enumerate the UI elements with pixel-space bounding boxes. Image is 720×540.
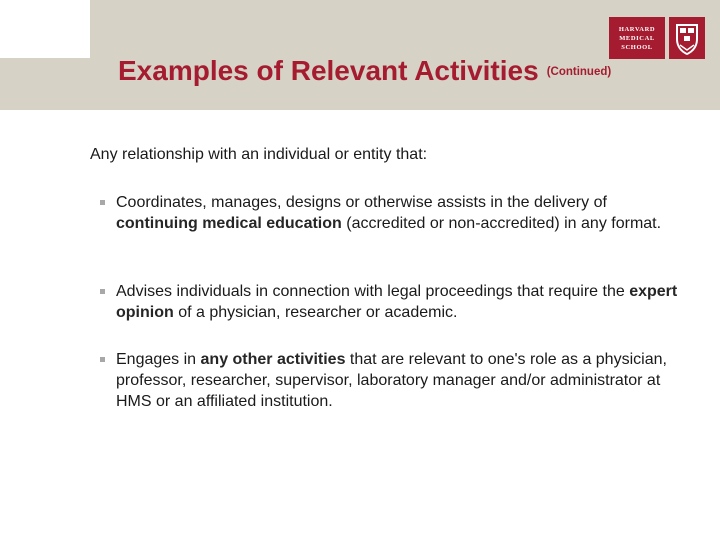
- bullet-item: [100, 281, 680, 323]
- slide-title: [118, 55, 611, 87]
- harvard-medical-school-logo: [609, 17, 665, 59]
- bullet-emphasis: any other activities: [200, 351, 346, 368]
- bullet-text: Advises individuals in connection with legal proceedings that require the: [116, 283, 630, 300]
- harvard-shield-icon: [669, 17, 705, 59]
- corner-block: [0, 0, 90, 58]
- bullet-text: of a physician, researcher or academic.: [173, 304, 458, 321]
- logo-line-1: HARVARD: [618, 25, 656, 33]
- bullet-square-icon: [100, 200, 105, 205]
- bullet-square-icon: [100, 289, 105, 294]
- intro-text: Any relationship with an individual or entity that:: [90, 146, 428, 163]
- slide-body: [90, 145, 690, 410]
- bullet-text: (accredited or non-accredited) in any format.: [341, 215, 662, 232]
- bullet-item: [100, 349, 680, 412]
- bullet-text: Engages in: [116, 351, 201, 368]
- bullet-text: that are relevant to one's role as a physician, professor, researcher, supervisor, laboratory manager and/or administrator at HMS or an affiliated institution.: [116, 351, 667, 410]
- logo-line-3: SCHOOL: [621, 43, 653, 51]
- title-suffix: (Continued): [546, 66, 612, 78]
- header-band-left: [0, 58, 90, 110]
- logo-line-2: MEDICAL: [619, 34, 655, 42]
- bullet-item: [100, 192, 680, 234]
- bullet-emphasis: expert opinion: [116, 283, 678, 321]
- bullet-square-icon: [100, 357, 105, 362]
- bullet-emphasis: continuing medical education: [116, 215, 342, 232]
- title-main: Examples of Relevant Activities: [118, 55, 539, 86]
- bullet-text: Coordinates, manages, designs or otherwise assists in the delivery of: [116, 194, 607, 211]
